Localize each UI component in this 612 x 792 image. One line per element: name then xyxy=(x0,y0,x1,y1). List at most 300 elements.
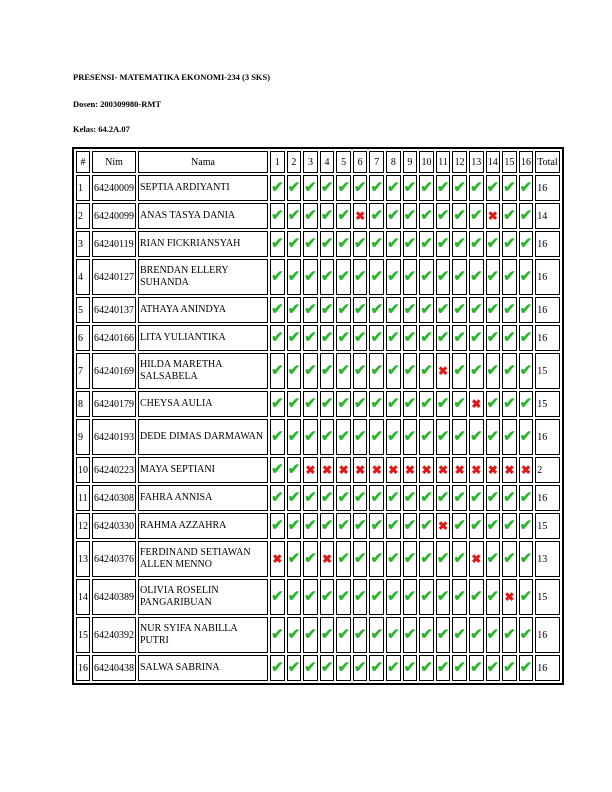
check-icon: ✔ xyxy=(271,395,284,412)
total-cell: 16 xyxy=(535,485,559,511)
check-icon: ✔ xyxy=(453,207,466,224)
check-icon: ✔ xyxy=(320,428,334,445)
meeting-cell xyxy=(336,485,351,511)
row-number-cell: 15 xyxy=(76,617,90,653)
check-icon: ✔ xyxy=(486,428,500,445)
meeting-cell xyxy=(403,353,418,389)
check-icon: ✔ xyxy=(436,207,450,224)
check-icon: ✔ xyxy=(486,489,500,506)
cross-icon: ✖ xyxy=(487,208,498,223)
check-icon: ✔ xyxy=(304,329,317,346)
meeting-cell xyxy=(469,579,484,615)
meeting-cell xyxy=(369,485,384,511)
meeting-cell xyxy=(519,485,534,511)
meeting-cell xyxy=(303,325,318,351)
student-name-cell: SALWA SABRINA xyxy=(138,655,268,681)
check-icon: ✔ xyxy=(337,428,350,445)
check-icon: ✔ xyxy=(271,626,284,643)
col-header-no: # xyxy=(76,151,90,173)
check-icon: ✔ xyxy=(420,489,433,506)
col-header-meeting: 14 xyxy=(486,151,501,173)
meeting-cell xyxy=(486,259,501,295)
cross-icon: ✖ xyxy=(272,551,283,566)
check-icon: ✔ xyxy=(304,179,317,196)
total-cell: 15 xyxy=(535,513,559,539)
student-name-cell: ATHAYA ANINDYA xyxy=(138,297,268,323)
check-icon: ✔ xyxy=(469,659,483,676)
meeting-cell xyxy=(353,353,368,389)
meeting-cell xyxy=(436,175,451,201)
table-row xyxy=(76,419,560,455)
total-cell: 13 xyxy=(535,541,559,577)
meeting-cell xyxy=(502,419,517,455)
meeting-cell xyxy=(403,325,418,351)
meeting-cell xyxy=(419,541,434,577)
meeting-cell xyxy=(419,579,434,615)
meeting-cell xyxy=(353,513,368,539)
row-number-cell: 6 xyxy=(76,325,90,351)
nim-cell: 64240193 xyxy=(92,419,136,455)
meeting-cell xyxy=(452,325,467,351)
meeting-cell xyxy=(369,391,384,417)
meeting-cell xyxy=(436,325,451,351)
meeting-cell xyxy=(353,655,368,681)
nim-cell: 64240223 xyxy=(92,457,136,483)
check-icon: ✔ xyxy=(304,301,317,318)
check-icon: ✔ xyxy=(486,268,500,285)
check-icon: ✔ xyxy=(320,235,334,252)
table-row xyxy=(76,513,560,539)
meeting-cell xyxy=(403,617,418,653)
col-header-nim: Nim xyxy=(92,151,136,173)
cross-icon: ✖ xyxy=(338,462,349,477)
cross-icon: ✖ xyxy=(404,462,415,477)
check-icon: ✔ xyxy=(420,428,433,445)
check-icon: ✔ xyxy=(370,588,384,605)
col-header-meeting: 1 xyxy=(270,151,285,173)
col-header-meeting: 3 xyxy=(303,151,318,173)
nim-cell: 64240127 xyxy=(92,259,136,295)
check-icon: ✔ xyxy=(387,301,400,318)
table-row xyxy=(76,457,560,483)
meeting-cell xyxy=(452,391,467,417)
check-icon: ✔ xyxy=(453,301,466,318)
col-header-nama: Nama xyxy=(138,151,268,173)
check-icon: ✔ xyxy=(320,517,334,534)
check-icon: ✔ xyxy=(436,588,450,605)
meeting-cell xyxy=(287,231,302,257)
check-icon: ✔ xyxy=(436,428,450,445)
meeting-cell xyxy=(502,513,517,539)
check-icon: ✔ xyxy=(420,179,433,196)
meeting-cell xyxy=(419,325,434,351)
cross-icon: ✖ xyxy=(321,551,333,566)
check-icon: ✔ xyxy=(469,626,483,643)
check-icon: ✔ xyxy=(453,329,466,346)
meeting-cell xyxy=(502,485,517,511)
nim-cell: 64240166 xyxy=(92,325,136,351)
table-row xyxy=(76,203,560,229)
check-icon: ✔ xyxy=(353,550,367,567)
meeting-cell xyxy=(452,353,467,389)
meeting-cell xyxy=(419,419,434,455)
check-icon: ✔ xyxy=(353,179,367,196)
check-icon: ✔ xyxy=(453,362,466,379)
check-icon: ✔ xyxy=(453,235,466,252)
meeting-cell xyxy=(502,231,517,257)
meeting-cell xyxy=(303,175,318,201)
check-icon: ✔ xyxy=(337,235,350,252)
meeting-cell xyxy=(336,513,351,539)
check-icon: ✔ xyxy=(469,588,483,605)
meeting-cell xyxy=(519,617,534,653)
meeting-cell xyxy=(270,297,285,323)
meeting-cell xyxy=(452,513,467,539)
col-header-meeting: 12 xyxy=(452,151,467,173)
check-icon: ✔ xyxy=(387,268,400,285)
row-number-cell: 13 xyxy=(76,541,90,577)
meeting-cell xyxy=(303,541,318,577)
check-icon: ✔ xyxy=(403,395,417,412)
meeting-cell xyxy=(436,297,451,323)
check-icon: ✔ xyxy=(337,659,350,676)
check-icon: ✔ xyxy=(387,428,400,445)
meeting-cell xyxy=(303,617,318,653)
meeting-cell xyxy=(386,353,401,389)
meeting-cell xyxy=(502,579,517,615)
check-icon: ✔ xyxy=(304,362,317,379)
meeting-cell xyxy=(303,391,318,417)
cross-icon: ✖ xyxy=(471,462,482,477)
check-icon: ✔ xyxy=(519,517,533,534)
check-icon: ✔ xyxy=(353,489,367,506)
check-icon: ✔ xyxy=(353,362,367,379)
meeting-cell xyxy=(419,203,434,229)
check-icon: ✔ xyxy=(287,395,301,412)
meeting-cell xyxy=(353,259,368,295)
meeting-cell xyxy=(320,391,335,417)
check-icon: ✔ xyxy=(519,329,533,346)
total-cell: 16 xyxy=(535,231,559,257)
check-icon: ✔ xyxy=(420,268,433,285)
meeting-cell xyxy=(270,617,285,653)
row-number-cell: 3 xyxy=(76,231,90,257)
check-icon: ✔ xyxy=(403,207,417,224)
check-icon: ✔ xyxy=(387,517,400,534)
check-icon: ✔ xyxy=(519,362,533,379)
check-icon: ✔ xyxy=(387,588,400,605)
meeting-cell xyxy=(502,259,517,295)
meeting-cell xyxy=(436,259,451,295)
check-icon: ✔ xyxy=(469,268,483,285)
check-icon: ✔ xyxy=(403,659,417,676)
check-icon: ✔ xyxy=(519,428,533,445)
meeting-cell xyxy=(320,175,335,201)
row-number-cell: 2 xyxy=(76,203,90,229)
meeting-cell xyxy=(502,541,517,577)
check-icon: ✔ xyxy=(370,362,384,379)
meeting-cell xyxy=(486,485,501,511)
meeting-cell xyxy=(320,231,335,257)
col-header-meeting: 5 xyxy=(336,151,351,173)
check-icon: ✔ xyxy=(486,329,500,346)
meeting-cell xyxy=(270,325,285,351)
check-icon: ✔ xyxy=(503,268,516,285)
student-name-cell: SEPTIA ARDIYANTI xyxy=(138,175,268,201)
meeting-cell xyxy=(486,513,501,539)
meeting-cell xyxy=(403,231,418,257)
check-icon: ✔ xyxy=(403,179,417,196)
meeting-cell xyxy=(469,325,484,351)
row-number-cell: 14 xyxy=(76,579,90,615)
meeting-cell xyxy=(486,457,501,483)
check-icon: ✔ xyxy=(370,395,384,412)
check-icon: ✔ xyxy=(337,588,350,605)
meeting-cell xyxy=(403,297,418,323)
col-header-meeting: 6 xyxy=(353,151,368,173)
check-icon: ✔ xyxy=(320,489,334,506)
check-icon: ✔ xyxy=(436,329,450,346)
document-title: PRESENSI- MATEMATIKA EKONOMI-234 (3 SKS) xyxy=(73,72,271,82)
table-header-row xyxy=(76,151,560,173)
check-icon: ✔ xyxy=(420,588,433,605)
meeting-cell xyxy=(287,391,302,417)
check-icon: ✔ xyxy=(353,588,367,605)
meeting-cell xyxy=(502,391,517,417)
check-icon: ✔ xyxy=(403,517,417,534)
row-number-cell: 5 xyxy=(76,297,90,323)
check-icon: ✔ xyxy=(370,268,384,285)
check-icon: ✔ xyxy=(304,550,317,567)
check-icon: ✔ xyxy=(503,207,516,224)
check-icon: ✔ xyxy=(486,659,500,676)
check-icon: ✔ xyxy=(370,550,384,567)
cross-icon: ✖ xyxy=(454,462,465,477)
check-icon: ✔ xyxy=(304,626,317,643)
student-name-cell: NUR SYIFA NABILLA PUTRI xyxy=(138,617,268,653)
meeting-cell xyxy=(519,391,534,417)
meeting-cell xyxy=(469,419,484,455)
row-number-cell: 4 xyxy=(76,259,90,295)
check-icon: ✔ xyxy=(453,588,466,605)
check-icon: ✔ xyxy=(287,550,301,567)
check-icon: ✔ xyxy=(353,268,367,285)
check-icon: ✔ xyxy=(519,588,533,605)
table-row xyxy=(76,353,560,389)
meeting-cell xyxy=(287,541,302,577)
row-number-cell: 9 xyxy=(76,419,90,455)
check-icon: ✔ xyxy=(287,659,301,676)
meeting-cell xyxy=(403,485,418,511)
meeting-cell xyxy=(270,203,285,229)
meeting-cell xyxy=(336,541,351,577)
meeting-cell xyxy=(386,617,401,653)
meeting-cell xyxy=(469,175,484,201)
check-icon: ✔ xyxy=(337,301,350,318)
meeting-cell xyxy=(436,485,451,511)
meeting-cell xyxy=(303,297,318,323)
row-number-cell: 11 xyxy=(76,485,90,511)
student-name-cell: RIAN FICKRIANSYAH xyxy=(138,231,268,257)
check-icon: ✔ xyxy=(469,179,483,196)
check-icon: ✔ xyxy=(337,179,350,196)
meeting-cell xyxy=(436,617,451,653)
meeting-cell xyxy=(403,541,418,577)
meeting-cell xyxy=(403,655,418,681)
meeting-cell xyxy=(303,513,318,539)
meeting-cell xyxy=(502,655,517,681)
attendance-table xyxy=(72,147,564,685)
check-icon: ✔ xyxy=(320,301,334,318)
check-icon: ✔ xyxy=(353,428,367,445)
student-name-cell: DEDE DIMAS DARMAWAN xyxy=(138,419,268,455)
meeting-cell xyxy=(369,579,384,615)
row-number-cell: 16 xyxy=(76,655,90,681)
check-icon: ✔ xyxy=(469,329,483,346)
nim-cell: 64240438 xyxy=(92,655,136,681)
check-icon: ✔ xyxy=(503,659,516,676)
table-row xyxy=(76,259,560,295)
meeting-cell xyxy=(353,231,368,257)
check-icon: ✔ xyxy=(353,329,367,346)
meeting-cell xyxy=(320,203,335,229)
check-icon: ✔ xyxy=(337,362,350,379)
student-name-cell: FERDINAND SETIAWAN ALLEN MENNO xyxy=(138,541,268,577)
student-name-cell: MAYA SEPTIANI xyxy=(138,457,268,483)
check-icon: ✔ xyxy=(370,235,384,252)
lecturer-line: Dosen: 200309980-RMT xyxy=(73,99,162,109)
meeting-cell xyxy=(502,297,517,323)
check-icon: ✔ xyxy=(271,235,284,252)
meeting-cell xyxy=(270,259,285,295)
nim-cell: 64240389 xyxy=(92,579,136,615)
table-row xyxy=(76,485,560,511)
meeting-cell xyxy=(303,231,318,257)
check-icon: ✔ xyxy=(403,362,417,379)
check-icon: ✔ xyxy=(304,235,317,252)
meeting-cell xyxy=(287,259,302,295)
meeting-cell xyxy=(386,231,401,257)
check-icon: ✔ xyxy=(519,268,533,285)
check-icon: ✔ xyxy=(469,301,483,318)
meeting-cell xyxy=(419,617,434,653)
student-name-cell: OLIVIA ROSELIN PANGARIBUAN xyxy=(138,579,268,615)
meeting-cell xyxy=(436,419,451,455)
check-icon: ✔ xyxy=(403,428,417,445)
meeting-cell xyxy=(320,457,335,483)
check-icon: ✔ xyxy=(320,329,334,346)
col-header-meeting: 15 xyxy=(502,151,517,173)
check-icon: ✔ xyxy=(420,550,433,567)
nim-cell: 64240308 xyxy=(92,485,136,511)
nim-cell: 64240376 xyxy=(92,541,136,577)
check-icon: ✔ xyxy=(271,207,284,224)
check-icon: ✔ xyxy=(370,659,384,676)
nim-cell: 64240392 xyxy=(92,617,136,653)
check-icon: ✔ xyxy=(486,235,500,252)
check-icon: ✔ xyxy=(436,395,450,412)
check-icon: ✔ xyxy=(271,517,284,534)
total-cell: 16 xyxy=(535,259,559,295)
check-icon: ✔ xyxy=(287,268,301,285)
check-icon: ✔ xyxy=(320,395,334,412)
student-name-cell: LITA YULIANTIKA xyxy=(138,325,268,351)
meeting-cell xyxy=(403,175,418,201)
meeting-cell xyxy=(320,259,335,295)
meeting-cell xyxy=(353,175,368,201)
meeting-cell xyxy=(303,485,318,511)
check-icon: ✔ xyxy=(304,395,317,412)
check-icon: ✔ xyxy=(320,659,334,676)
cross-icon: ✖ xyxy=(438,462,449,477)
check-icon: ✔ xyxy=(503,235,516,252)
meeting-cell xyxy=(287,175,302,201)
cross-icon: ✖ xyxy=(520,462,531,477)
meeting-cell xyxy=(270,231,285,257)
check-icon: ✔ xyxy=(387,659,400,676)
table-row xyxy=(76,617,560,653)
check-icon: ✔ xyxy=(519,235,533,252)
meeting-cell xyxy=(336,579,351,615)
check-icon: ✔ xyxy=(486,179,500,196)
check-icon: ✔ xyxy=(353,659,367,676)
meeting-cell xyxy=(336,617,351,653)
total-cell: 16 xyxy=(535,325,559,351)
check-icon: ✔ xyxy=(420,329,433,346)
meeting-cell xyxy=(270,485,285,511)
meeting-cell xyxy=(303,353,318,389)
check-icon: ✔ xyxy=(304,517,317,534)
meeting-cell xyxy=(452,541,467,577)
meeting-cell xyxy=(452,579,467,615)
meeting-cell xyxy=(270,541,285,577)
table-row xyxy=(76,579,560,615)
meeting-cell xyxy=(336,175,351,201)
check-icon: ✔ xyxy=(387,179,400,196)
check-icon: ✔ xyxy=(486,395,500,412)
total-cell: 14 xyxy=(535,203,559,229)
check-icon: ✔ xyxy=(287,461,301,478)
meeting-cell xyxy=(386,325,401,351)
meeting-cell xyxy=(519,541,534,577)
nim-cell: 64240119 xyxy=(92,231,136,257)
meeting-cell xyxy=(353,203,368,229)
col-header-total: Total xyxy=(535,151,559,173)
meeting-cell xyxy=(386,203,401,229)
meeting-cell xyxy=(486,175,501,201)
meeting-cell xyxy=(303,419,318,455)
meeting-cell xyxy=(452,297,467,323)
meeting-cell xyxy=(287,325,302,351)
meeting-cell xyxy=(369,353,384,389)
row-number-cell: 1 xyxy=(76,175,90,201)
meeting-cell xyxy=(386,485,401,511)
check-icon: ✔ xyxy=(403,235,417,252)
meeting-cell xyxy=(287,419,302,455)
check-icon: ✔ xyxy=(486,626,500,643)
nim-cell: 64240009 xyxy=(92,175,136,201)
check-icon: ✔ xyxy=(304,268,317,285)
meeting-cell xyxy=(369,231,384,257)
check-icon: ✔ xyxy=(304,588,317,605)
check-icon: ✔ xyxy=(403,268,417,285)
check-icon: ✔ xyxy=(304,428,317,445)
meeting-cell xyxy=(369,513,384,539)
col-header-meeting: 16 xyxy=(519,151,534,173)
meeting-cell xyxy=(386,419,401,455)
check-icon: ✔ xyxy=(503,626,516,643)
meeting-cell xyxy=(469,513,484,539)
